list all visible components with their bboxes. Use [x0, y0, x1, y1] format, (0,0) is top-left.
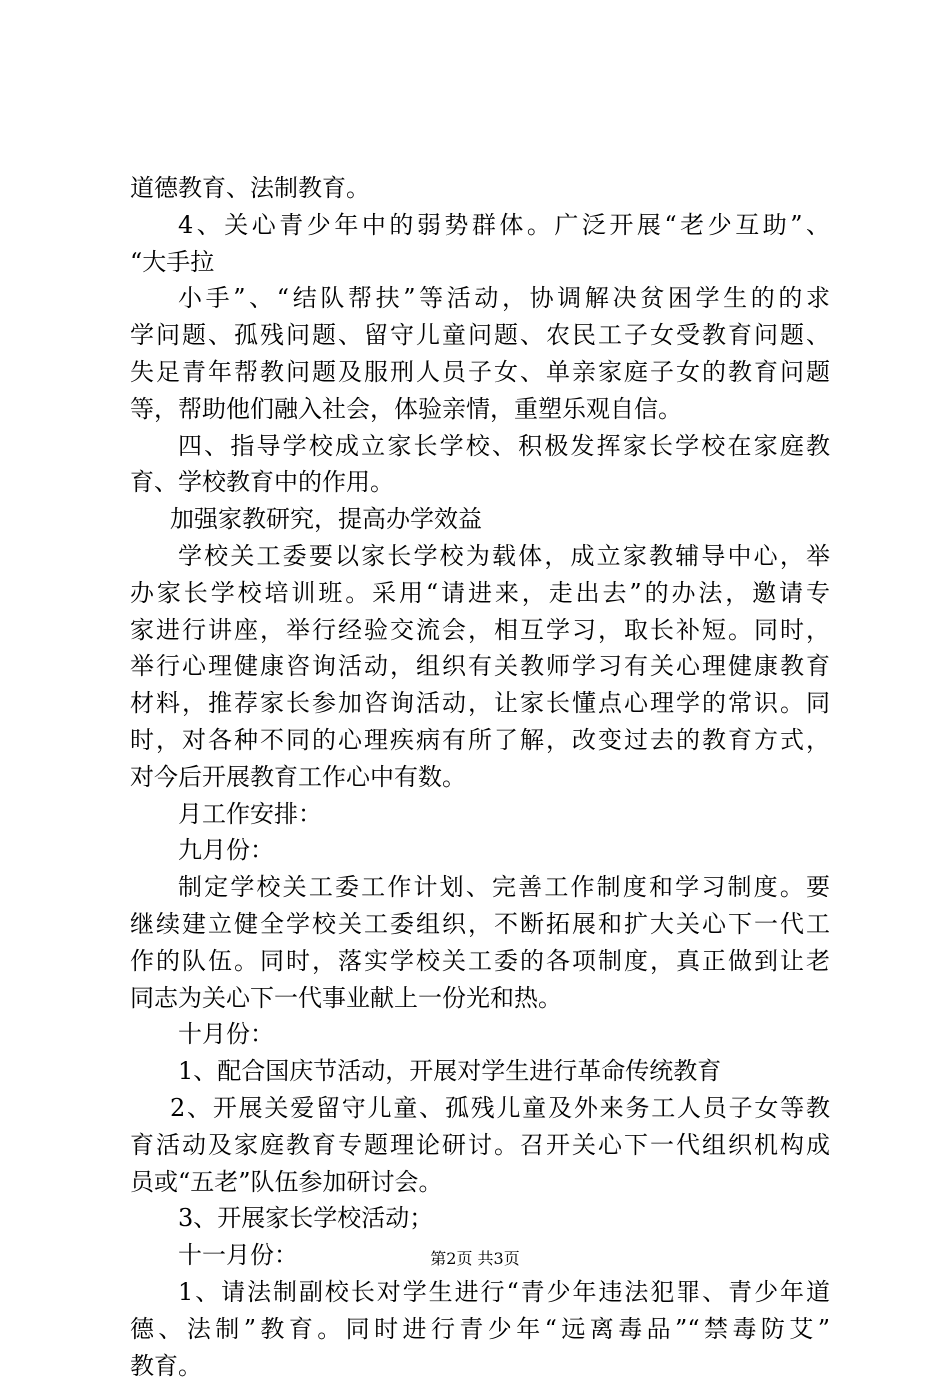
text-line: 对今后开展教育工作心中有数。 — [130, 759, 830, 796]
text-line: 育、学校教育中的作用。 — [130, 464, 830, 501]
text-line: 四、指导学校成立家长学校、积极发挥家长学校在家庭教 — [130, 428, 830, 465]
text-line: 作的队伍。同时，落实学校关工委的各项制度，真正做到让老 — [130, 943, 830, 980]
text-line: 办家长学校培训班。采用“请进来，走出去”的办法，邀请专 — [130, 575, 830, 612]
text-line: 1、请法制副校长对学生进行“青少年违法犯罪、青少年道 — [130, 1274, 830, 1311]
document-body — [130, 170, 830, 1384]
text-line: 教育。 — [130, 1348, 830, 1384]
text-line: 九月份： — [130, 832, 830, 869]
page-number-footer: 第2页 共3页 — [0, 1246, 950, 1269]
text-line: 时，对各种不同的心理疾病有所了解，改变过去的教育方式， — [130, 722, 830, 759]
text-line: 2、开展关爱留守儿童、孤残儿童及外来务工人员子女等教 — [130, 1090, 830, 1127]
text-line: 小手”、“结队帮扶”等活动，协调解决贫困学生的的求 — [130, 280, 830, 317]
text-line: 4、关心青少年中的弱势群体。广泛开展“老少互助”、 — [130, 207, 830, 244]
text-line: 加强家教研究，提高办学效益 — [130, 501, 830, 538]
text-line: 失足青年帮教问题及服刑人员子女、单亲家庭子女的教育问题 — [130, 354, 830, 391]
text-line: 制定学校关工委工作计划、完善工作制度和学习制度。要 — [130, 869, 830, 906]
text-line: 1、配合国庆节活动，开展对学生进行革命传统教育 — [130, 1053, 830, 1090]
text-line: 十月份： — [130, 1016, 830, 1053]
text-line: 十一月份： — [130, 1237, 830, 1274]
text-line: 育活动及家庭教育专题理论研讨。召开关心下一代组织机构成 — [130, 1127, 830, 1164]
text-line: “大手拉 — [130, 244, 830, 281]
text-line: 学校关工委要以家长学校为载体，成立家教辅导中心，举 — [130, 538, 830, 575]
text-line: 等，帮助他们融入社会，体验亲情，重塑乐观自信。 — [130, 391, 830, 428]
text-line: 3、开展家长学校活动； — [130, 1200, 830, 1237]
text-line: 继续建立健全学校关工委组织，不断拓展和扩大关心下一代工 — [130, 906, 830, 943]
text-line: 月工作安排： — [130, 796, 830, 833]
text-line: 员或“五老”队伍参加研讨会。 — [130, 1164, 830, 1201]
text-line: 材料，推荐家长参加咨询活动，让家长懂点心理学的常识。同 — [130, 685, 830, 722]
text-line: 学问题、孤残问题、留守儿童问题、农民工子女受教育问题、 — [130, 317, 830, 354]
text-line: 道德教育、法制教育。 — [130, 170, 830, 207]
text-line: 同志为关心下一代事业献上一份光和热。 — [130, 980, 830, 1017]
text-line: 德、法制”教育。同时进行青少年“远离毒品”“禁毒防艾” — [130, 1311, 830, 1348]
text-line: 家进行讲座，举行经验交流会，相互学习，取长补短。同时， — [130, 612, 830, 649]
text-line: 举行心理健康咨询活动，组织有关教师学习有关心理健康教育 — [130, 648, 830, 685]
